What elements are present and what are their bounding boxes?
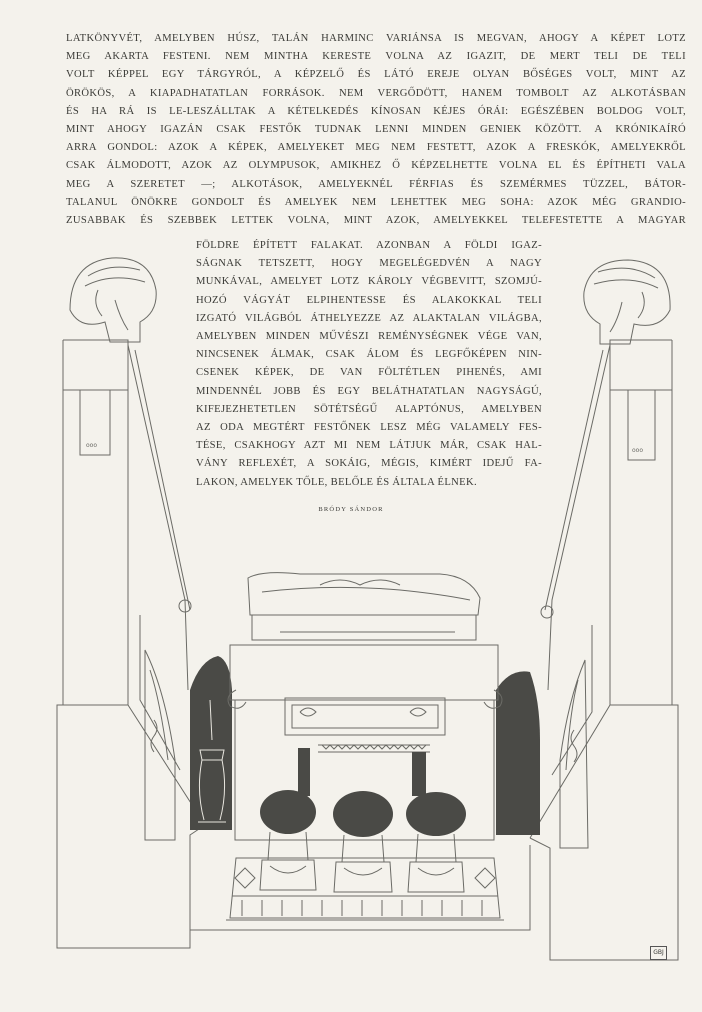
text-line: MEG A SZERETET —; ALKOTÁSOK, AMELYEKNÉL FÉRFIAS ÉS SZEMÉRMES TÜZZEL, BÁTOR- [66, 178, 686, 190]
left-pillar [57, 340, 205, 948]
tiled-floor [190, 838, 530, 930]
text-line: TALANUL ÖNÖKRE GONDOLT ÉS AMELYEK NEM LEHETTEK MEG SOHA: AZOK MÉG GRANDIO- [66, 196, 686, 208]
text-line: AMELYBEN MINDEN MŰVÉSZI REMÉNYSÉGNEK VÉGE VAN, [196, 331, 542, 343]
text-line: HOZÓ VÁGYÁT ELPIHENTESSE ÉS ALAKOKKAL TELI [196, 294, 542, 306]
text-line: VOLT KÉPPEL EGY TÁRGYRÓL, A KÉPZELŐ ÉS LÁTÓ EREJE OLYAN BŐSÉGES VOLT, MINT AZ [66, 69, 686, 81]
svg-text:ooo: ooo [86, 442, 98, 449]
text-line: SÁGNAK TETSZETT, HOGY MEGELÉGEDVÉN A NAGY [196, 258, 542, 270]
left-mask-icon [70, 258, 156, 342]
text-line: KIFEJEZHETETLEN SÖTÉTSÉGŰ ALAPTÓNUS, AMELYBEN [196, 403, 542, 415]
text-line: TÉSE, CSAKHOGY AZT MI NEM LÁTJUK MÁR, CSAK HAL- [196, 440, 542, 452]
text-line: ARRA GONDOL: AZOK A KÉPEK, AMELYEKET MEG NEM FESTETT, AZOK A FRESKÓK, AMELYEKRŐL [66, 142, 686, 154]
right-mask-icon [584, 260, 670, 344]
text-line: ÖRÖKÖS, A KIAPADHATATLAN FORRÁSOK. NEM VERGŐDÖTT, HANEM TOMBOLT AZ ALKOTÁSBAN [66, 87, 686, 99]
text-line: ZUSABBAK ÉS SZEBBEK LETTEK VOLNA, MINT AZOK, AMELYEKKEL TELEFESTETTE A MAGYAR [66, 215, 686, 227]
potted-shrubs [260, 790, 466, 892]
text-line: MEG AKARTA FESTENI. NEM MINTHA KERESTE VOLNA AZ IGAZIT, DE MERT TELI DE TELI [66, 51, 686, 63]
text-line: CSENEK KÉPEK, DE VAN FÖLTÉTLEN PIHENÉS, AMI [196, 367, 542, 379]
text-line: IZGATÓ VILÁGBÓL ÁTHELYEZZE AZ ALAKTALAN VILÁGBA, [196, 312, 542, 324]
text-line: LATKÖNYVÉT, AMELYBEN HÚSZ, TALÁN HARMINC VARIÁNSA IS MEGVAN, AHOGY A KÉPET LOTZ [66, 33, 686, 44]
text-line: NINCSENEK ÁLMAK, CSAK ÁLOM ÉS LEGFŐKÉPEN NIN- [196, 349, 542, 361]
artist-monogram: GBJ [650, 946, 667, 960]
text-line: ÉS HA RÁ IS LE-LESZÁLLTAK A KÉTELKEDÉS KÍNOSAN KÉJES ÓRÁI: EGÉSZÉBEN BOLDOG VOLT, [66, 105, 686, 117]
text-line: MINDENNÉL JOBB ÉS EGY BELÁTHATATLAN NAGYSÁGÚ, [196, 385, 542, 397]
right-foliage [496, 671, 540, 835]
svg-text:ooo: ooo [632, 447, 644, 454]
left-foliage [190, 656, 232, 830]
shrub-right-icon [406, 792, 466, 892]
right-pillar [530, 340, 678, 960]
text-line: AZ ODA MEGTÉRT FESTŐNEK LESZ MÉG VALAMELY FES- [196, 422, 542, 434]
text-line: MUNKÁVAL, AMELYET LOTZ KÁROLY VÉGBEVITT, SZOMJÚ- [196, 276, 542, 288]
text-line: LAKON, AMELYEK TŐLE, BELŐLE ÉS ÁLTALA ÉLNEK. [196, 476, 477, 488]
text-line: CSAK ÁLMODOTT, AZOK AZ OLYMPUSOK, AMIKHEZ Ő KÉPZELHETTE VOLNA EL ÉS ÉPÍTHETI VALA [66, 160, 686, 172]
author-signature: BRÓDY SÁNDOR [318, 506, 384, 513]
shrub-center-icon [333, 791, 393, 892]
text-line: MINT AHOGY IGAZÁN CSAK FESTŐK TUDNAK LENNI MINDEN GENIEK KÖZÖTT. A KRÓNIKAÍRÓ [66, 124, 686, 136]
text-line: FÖLDRE ÉPÍTETT FALAKAT. AZONBAN A FÖLDI IGAZ- [196, 240, 542, 251]
text-line: VÁNY REFLEXÉT, A SOKÁIG, MÉGIS, KIMÉRT IDEJŰ FA- [196, 458, 542, 470]
